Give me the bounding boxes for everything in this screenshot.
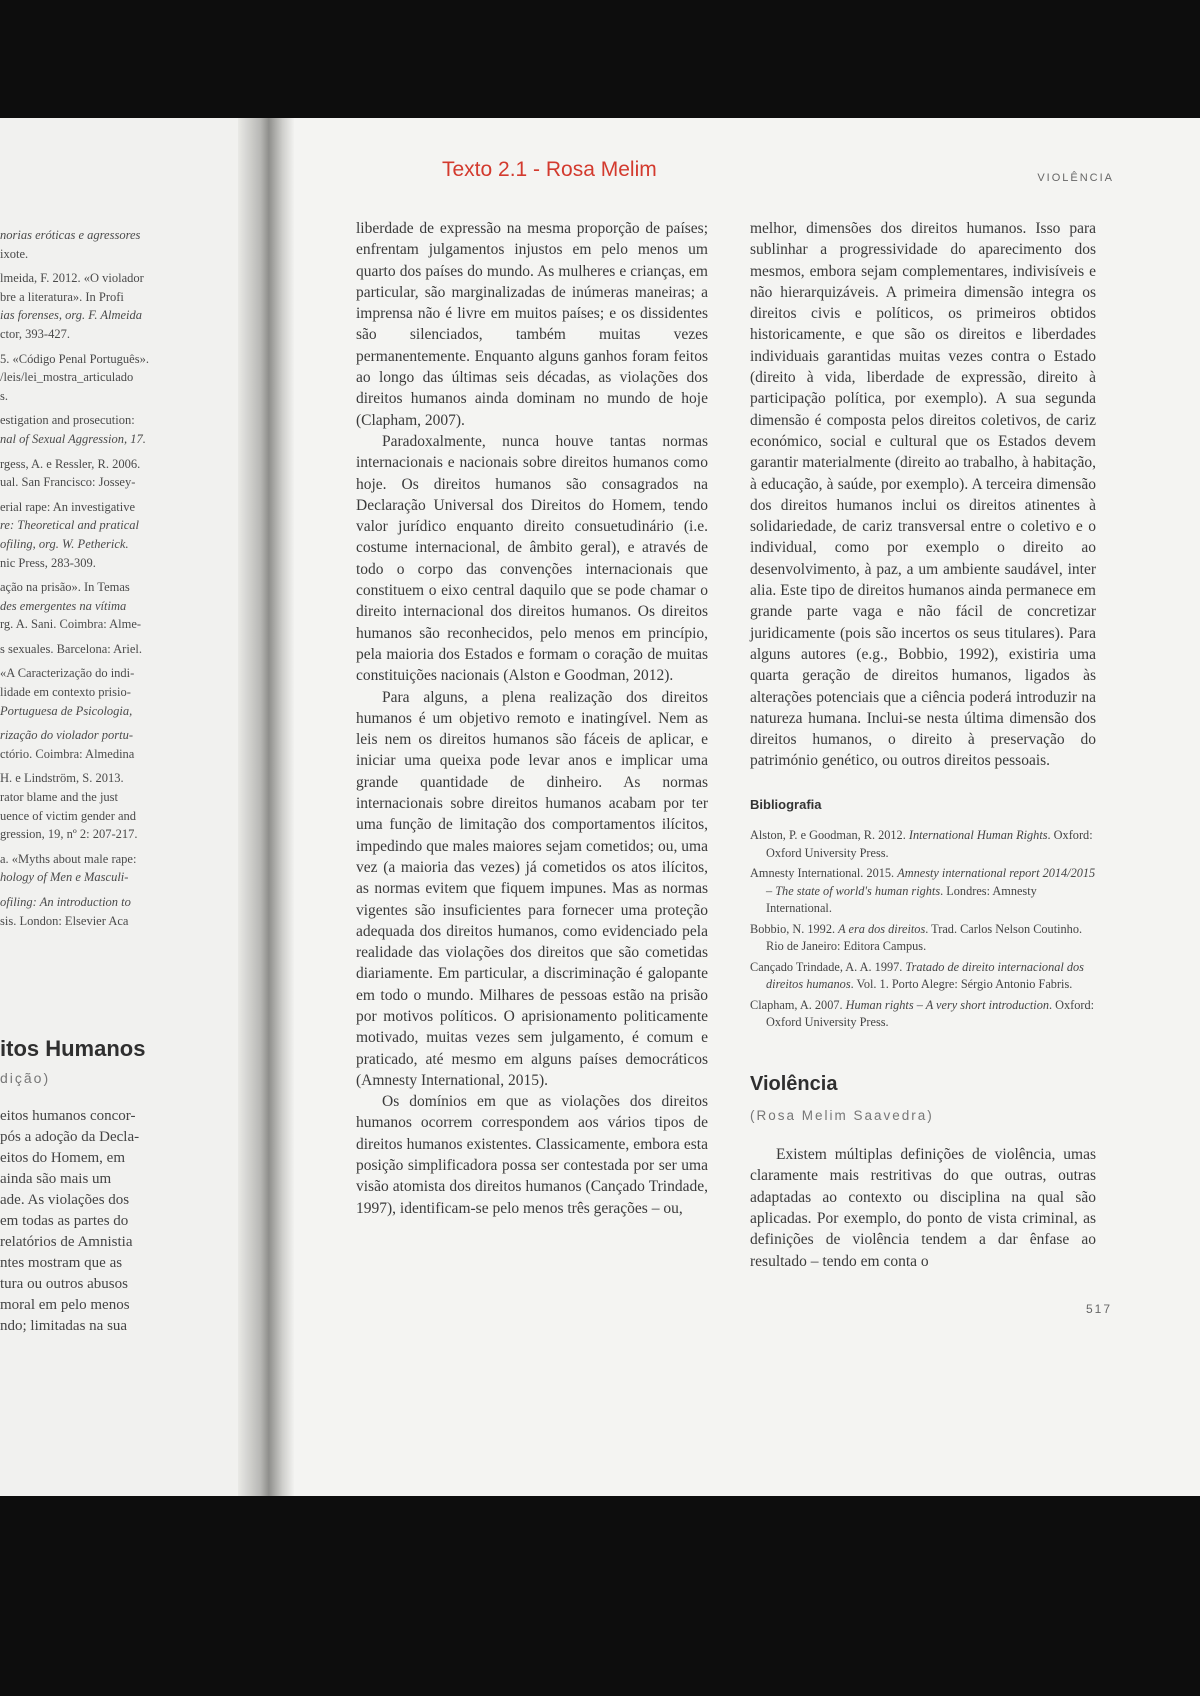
left-page-reference	[0, 893, 188, 930]
reference-line: rgess, A. e Ressler, R. 2006.	[0, 456, 141, 471]
book-spread	[0, 118, 1200, 1496]
body-line: tura ou outros abusos	[0, 1276, 128, 1292]
bibliography-details: . Oxford: Oxford University Press.	[766, 828, 1093, 860]
body-line: moral em pelo menos	[0, 1297, 130, 1313]
left-page-reference	[0, 411, 188, 448]
bibliography-details: . Vol. 1. Porto Alegre: Sérgio Antonio Fabris.	[850, 977, 1073, 992]
reference-line: norias eróticas e agressores	[0, 228, 141, 242]
reference-line: ctor, 393-427.	[0, 326, 70, 341]
text-column-2	[750, 218, 1096, 1272]
bibliography-details: . Londres: Amnesty International.	[766, 883, 1037, 916]
reference-line: Portuguesa de Psicologia,	[0, 703, 133, 718]
reference-line: ação na prisão». In Temas	[0, 580, 130, 595]
bibliography-author: Alston, P. e Goodman, R. 2012.	[750, 828, 909, 843]
bibliography-author: Amnesty International. 2015.	[750, 866, 898, 881]
left-page-reference	[0, 850, 188, 887]
reference-line: bre a literatura». In Profi	[0, 289, 124, 304]
reference-line: re: Theoretical and pratical	[0, 518, 139, 533]
paragraph: Para alguns, a plena realização dos direitos humanos é um objetivo remoto e inatingível. Nem as leis nem os direitos humanos são fáceis de aplicar, e iniciar uma queixa pode levar anos e implicar uma grande quantidade de dinheiro. As normas internacionais sobre direitos humanos acabam por ter uma função de limitação dos comportamentos ilícitos, impedindo que males maiores sejam cometidos; ou, uma vez (a maioria das vezes) já cometidos os atos ilícitos, as normas evitem que fiquem impunes. Mas as normas vigentes são insuficientes para fornecer uma proteção adequada dos direitos humanos, como evidenciado pela realidade das violações dos direitos que são cometidas diariamente. Em particular, a discriminação é galopante em todo o mundo. Milhares de pessoas estão na prisão por motivos políticos. O aprisionamento politicamente motivado, muitas vezes sem julgamento, é comum e praticado, até mesmo em alguns países democráticos (Amnesty International, 2015).	[356, 688, 708, 1089]
reference-line: rg. A. Sani. Coimbra: Alme-	[0, 617, 142, 632]
bibliography-title: Amnesty international report 2014/2015 – The state of world's human rights	[766, 866, 1096, 898]
reference-line: lmeida, F. 2012. «O violador	[0, 271, 144, 286]
reference-line: /leis/lei_mostra_articulado	[0, 370, 134, 385]
bibliography-author: Cançado Trindade, A. A. 1997.	[750, 959, 906, 974]
bibliography-entry	[750, 921, 1096, 956]
text-column-1	[356, 218, 708, 1219]
bibliography-entry	[750, 827, 1096, 862]
paragraph: Existem múltiplas definições de violência, umas claramente mais restritivas do que outras, outras adaptadas ao contexto ou disciplina na qual são aplicadas. Por exemplo, do ponto de vista criminal, as definições de violência tendem a dar ênfase ao resultado – tendo em conta o	[750, 1146, 1096, 1270]
left-page-reference	[0, 498, 188, 572]
paragraph: Paradoxalmente, nunca houve tantas normas internacionais e nacionais sobre direitos humanos como hoje. Os direitos humanos são consagrados na Declaração Universal dos Direitos do Homem, tendo valor jurídico enquanto direito consuetudinário (i.e. costume internacional, de âmbito geral), e através de todo o corpo das convenções internacionais que constituem o eixo central daquilo que se pode chamar o direito internacional dos direitos humanos. Os direitos humanos são reconhecidos, pelo menos em princípio, pela maioria dos Estados e formam o coração de muitas constituições nacionais (Alston e Goodman, 2012).	[356, 432, 708, 685]
paragraph: liberdade de expressão na mesma proporção de países; enfrentam julgamentos injustos em pelo menos um quarto dos países do mundo. As mulheres e crianças, em particular, são marginalizadas de inúmeras maneiras; a imprensa não é livre em muitos países; e os dissidentes são silenciados, também muitas vezes permanentemente. Enquanto alguns ganhos foram feitos ao longo das últimas seis décadas, as violações dos direitos humanos ainda dominam no mundo de hoje (Clapham, 2007).	[356, 220, 708, 429]
reference-line: ual. San Francisco: Jossey-	[0, 475, 136, 490]
book-gutter-shadow	[238, 118, 294, 1496]
bibliography-title: Human rights – A very short introduction	[845, 997, 1049, 1012]
left-page-body	[0, 1106, 170, 1337]
body-line: em todas as partes do	[0, 1213, 129, 1229]
reference-line: ofiling, org. W. Petherick.	[0, 536, 129, 551]
reference-line: ias forenses, org. F. Almeida	[0, 308, 143, 323]
reference-line: H. e Lindström, S. 2013.	[0, 771, 124, 786]
body-line: ade. As violações dos	[0, 1192, 130, 1208]
reference-line: uence of victim gender and	[0, 808, 137, 823]
page-number: 517	[1085, 1302, 1112, 1316]
reference-line: 5. «Código Penal Português».	[0, 351, 149, 366]
left-page-reference	[0, 269, 188, 343]
left-page-reference	[0, 726, 188, 763]
left-page-reference	[0, 578, 188, 634]
body-line: ndo; limitadas na sua	[0, 1318, 128, 1334]
reference-line: s.	[0, 388, 8, 403]
reference-line: rator blame and the just	[0, 790, 119, 805]
body-line: eitos do Homem, em	[0, 1150, 125, 1166]
paragraph: Os domínios em que as violações dos direitos humanos ocorrem correspondem aos vários tipos de direitos humanos existentes. Classicamente, embora esta posição simplificadora possa ser contestada por ser uma visão atomista dos direitos humanos (Cançado Trindade, 1997), identificam-se pelo menos três gerações – ou,	[356, 1093, 708, 1217]
reference-line: ofiling: An introduction to	[0, 895, 131, 909]
bibliography-title: A era dos direitos	[838, 921, 926, 936]
bibliography-author: Clapham, A. 2007.	[750, 997, 846, 1012]
reference-line: a. «Myths about male rape:	[0, 851, 137, 866]
reference-line: «A Caracterização do indi-	[0, 666, 135, 681]
bibliography-details: . Trad. Carlos Nelson Coutinho. Rio de Janeiro: Editora Campus.	[766, 921, 1083, 954]
running-head: VIOLÊNCIA	[1037, 172, 1114, 184]
reference-line: des emergentes na vítima	[0, 598, 127, 613]
left-page-reference	[0, 664, 188, 720]
reference-line: s sexuales. Barcelona: Ariel.	[0, 641, 142, 656]
left-page	[0, 118, 238, 1496]
left-page-references	[0, 226, 188, 936]
reference-line: hology of Men e Masculi-	[0, 870, 129, 885]
body-line: relatórios de Amnistia	[0, 1234, 133, 1250]
reference-line: ctório. Coimbra: Almedina	[0, 746, 135, 761]
reference-line: rização do violador portu-	[0, 728, 133, 743]
right-page	[294, 118, 1200, 1496]
body-line: ntes mostram que as	[0, 1255, 123, 1271]
bibliography-title: Tratado de direito internacional dos direitos humanos	[766, 959, 1084, 992]
reference-line: lidade em contexto prisio-	[0, 685, 131, 700]
left-page-reference	[0, 640, 188, 659]
body-line: eitos humanos concor-	[0, 1108, 136, 1124]
bibliography-details: . Oxford: Oxford University Press.	[766, 997, 1095, 1030]
reference-line: ixote.	[0, 246, 29, 261]
section-heading: Violência	[750, 1072, 838, 1095]
reference-line: nic Press, 283-309.	[0, 555, 96, 570]
body-line: pós a adoção da Decla-	[0, 1129, 140, 1145]
bibliography-title: International Human Rights	[908, 828, 1048, 843]
reference-line: erial rape: An investigative	[0, 499, 136, 514]
bibliography-entry	[750, 865, 1096, 918]
reference-line: gression, 19, nº 2: 207-217.	[0, 827, 138, 842]
left-page-reference	[0, 455, 188, 492]
reference-line: nal of Sexual Aggression, 17.	[0, 431, 146, 446]
bibliography-author: Bobbio, N. 1992.	[750, 921, 839, 936]
body-line: ainda são mais um	[0, 1171, 112, 1187]
section-author: (Rosa Melim Saavedra)	[750, 1107, 934, 1123]
bibliography-entry	[750, 997, 1096, 1032]
left-page-reference	[0, 226, 188, 263]
left-page-reference	[0, 350, 188, 406]
left-page-reference	[0, 769, 188, 843]
left-page-heading: itos Humanos	[0, 1036, 146, 1061]
paragraph: melhor, dimensões dos direitos humanos. Isso para sublinhar a progressividade do aparecimento dos mesmos, embora sejam complementares, indivisíveis e não hierarquizáveis. A primeira dimensão integra os direitos civis e políticos, os primeiros obtidos historicamente, e que são os direitos e liberdades individuais garantidas muitas vezes contra o Estado (direito à vida, liberdade de expressão, direito à participação política, por exemplo). A sua segunda dimensão é composta pelos direitos coletivos, de cariz económico, social e cultural que os Estados devem garantir materialmente (direito ao trabalho, à habitação, à educação, à saúde, por exemplo). A terceira dimensão dos direitos humanos inclui os direitos atinentes à solidariedade, de cariz transversal entre o coletivo e o individual, como por exemplo o direito ao desenvolvimento, à paz, a um ambiente saudável, inter alia. Este tipo de direitos humanos ainda permanece em grande parte vaga e não fácil de concretizar juridicamente (pois são incertos os seus titulares). Para alguns autores (e.g., Bobbio, 1992), existiria uma quarta geração de direitos humanos, ligados às alterações potenciais que a ciência poderá introduzir na natureza humana. Inclui-se nesta última dimensão dos direitos humanos, o direito à preservação do património genético, ou outros direitos pessoais.	[750, 220, 1096, 770]
left-page-subheading: dição)	[0, 1070, 51, 1086]
reference-line: sis. London: Elsevier Aca	[0, 913, 129, 928]
bibliography-list	[750, 827, 1096, 1032]
reference-line: estigation and prosecution:	[0, 413, 135, 428]
bibliography-entry	[750, 959, 1096, 994]
annotation-title: Texto 2.1 - Rosa Melim	[442, 158, 657, 181]
bibliography-heading: Bibliografia	[750, 796, 822, 812]
